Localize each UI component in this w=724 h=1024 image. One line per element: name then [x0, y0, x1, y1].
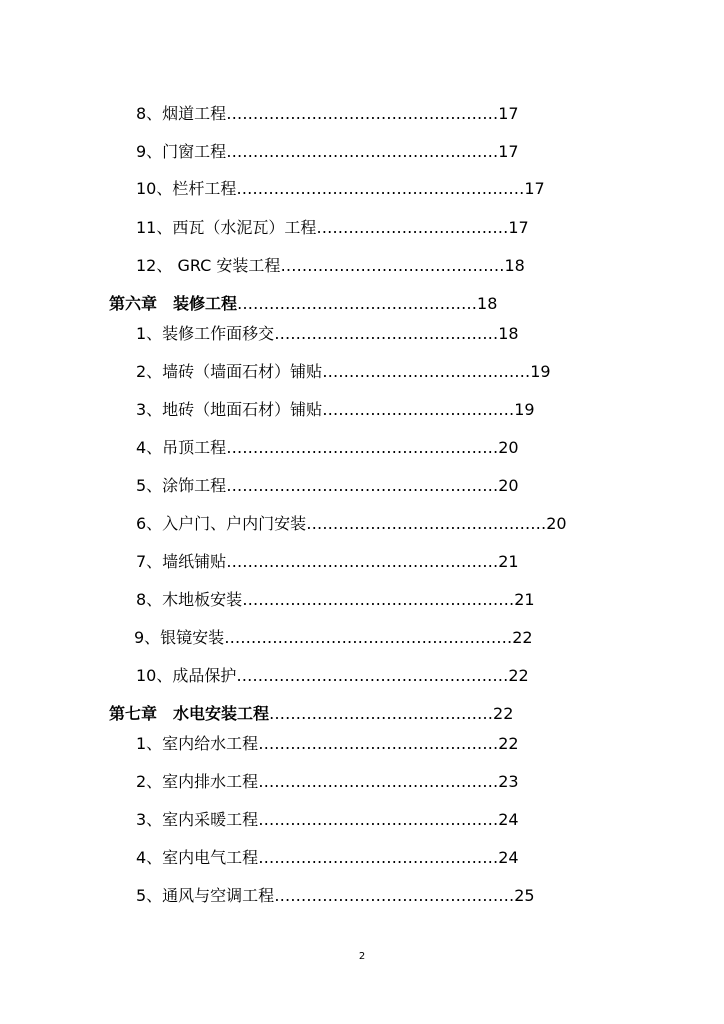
toc-page-number: 21: [498, 552, 519, 571]
toc-entry[interactable]: [136, 140, 519, 164]
toc-entry[interactable]: [136, 732, 519, 756]
toc-entry[interactable]: [136, 770, 519, 794]
toc-leader-dots: ……………………………………………: [242, 590, 515, 609]
toc-leader-dots: ………………………………………: [274, 886, 515, 905]
page-number: 2: [358, 951, 366, 962]
toc-leader-dots: ………………………………: [316, 218, 509, 237]
toc-entry[interactable]: [136, 664, 529, 688]
toc-leader-dots: …………………………………: [322, 362, 531, 381]
toc-leader-dots: ……………………………………………: [236, 666, 509, 685]
toc-entry-title: 4、吊顶工程: [136, 438, 227, 457]
toc-entry[interactable]: [136, 550, 519, 574]
toc-entry[interactable]: [136, 398, 535, 422]
toc-leader-dots: ………………………………: [322, 400, 515, 419]
toc-entry-title: 8、烟道工程: [136, 104, 227, 123]
toc-leader-dots: ………………………………………: [258, 734, 499, 753]
toc-leader-dots: ………………………………………: [258, 810, 499, 829]
toc-leader-dots: ………………………………………………: [224, 628, 513, 647]
toc-entry-title: 第七章 水电安装工程: [109, 704, 270, 723]
toc-entry-title: 1、室内给水工程: [136, 734, 259, 753]
toc-entry[interactable]: [136, 254, 525, 278]
toc-page-number: 24: [498, 848, 519, 867]
toc-leader-dots: ……………………………………………: [226, 142, 499, 161]
toc-entry[interactable]: [136, 216, 529, 240]
toc-page-number: 18: [504, 256, 525, 275]
toc-leader-dots: ……………………………………………: [226, 438, 499, 457]
toc-entry[interactable]: [136, 102, 519, 126]
toc-entry-title: 11、西瓦（水泥瓦）工程: [136, 218, 317, 237]
toc-leader-dots: ……………………………………: [269, 704, 494, 723]
toc-page-number: 20: [498, 476, 519, 495]
toc-entry-title: 5、通风与空调工程: [136, 886, 275, 905]
toc-entry-title: 5、涂饰工程: [136, 476, 227, 495]
toc-chapter-heading[interactable]: [109, 292, 497, 316]
toc-chapter-heading[interactable]: [109, 702, 513, 726]
toc-page-number: 17: [498, 104, 519, 123]
toc-entry[interactable]: [136, 474, 519, 498]
toc-leader-dots: ……………………………………………: [226, 104, 499, 123]
toc-page-number: 22: [512, 628, 533, 647]
toc-leader-dots: ……………………………………: [280, 256, 505, 275]
toc-leader-dots: ………………………………………: [258, 848, 499, 867]
toc-entry-title: 3、室内采暖工程: [136, 810, 259, 829]
toc-entry-title: 2、室内排水工程: [136, 772, 259, 791]
toc-entry-title: 2、墙砖（墙面石材）铺贴: [136, 362, 323, 381]
toc-page-number: 17: [508, 218, 529, 237]
toc-entry[interactable]: [136, 512, 567, 536]
toc-page-number: 23: [498, 772, 519, 791]
toc-entry-title: 1、装修工作面移交: [136, 324, 275, 343]
toc-page-number: 20: [498, 438, 519, 457]
toc-page-number: 17: [524, 179, 545, 198]
toc-page-number: 18: [477, 294, 498, 313]
toc-leader-dots: ………………………………………: [258, 772, 499, 791]
toc-entry-title: 第六章 装修工程: [109, 294, 238, 313]
toc-leader-dots: ……………………………………………: [226, 552, 499, 571]
toc-entry-title: 4、室内电气工程: [136, 848, 259, 867]
toc-entry[interactable]: [134, 626, 533, 650]
toc-entry[interactable]: [136, 360, 551, 384]
toc-page-number: 22: [493, 704, 514, 723]
toc-page-number: 22: [508, 666, 529, 685]
toc-entry[interactable]: [136, 808, 519, 832]
toc-entry-title: 8、木地板安装: [136, 590, 243, 609]
toc-page-number: 17: [498, 142, 519, 161]
toc-entry-title: 3、地砖（地面石材）铺贴: [136, 400, 323, 419]
toc-entry-title: 10、成品保护: [136, 666, 237, 685]
toc-entry[interactable]: [136, 884, 535, 908]
toc-page-number: 22: [498, 734, 519, 753]
toc-entry-title: 7、墙纸铺贴: [136, 552, 227, 571]
toc-page-number: 18: [498, 324, 519, 343]
toc-entry-title: 9、银镜安装: [134, 628, 225, 647]
toc-leader-dots: ………………………………………: [306, 514, 547, 533]
toc-entry-title: 6、入户门、户内门安装: [136, 514, 307, 533]
toc-entry[interactable]: [136, 588, 535, 612]
toc-page-number: 19: [530, 362, 551, 381]
toc-page-number: 21: [514, 590, 535, 609]
toc-page-number: 24: [498, 810, 519, 829]
toc-entry[interactable]: [136, 177, 545, 201]
toc-entry-title: 12、 GRC 安装工程: [136, 256, 281, 275]
toc-page-number: 19: [514, 400, 535, 419]
toc-leader-dots: ………………………………………: [237, 294, 478, 313]
toc-entry[interactable]: [136, 436, 519, 460]
toc-page-number: 20: [546, 514, 567, 533]
toc-entry[interactable]: [136, 322, 519, 346]
toc-leader-dots: ………………………………………………: [236, 179, 525, 198]
toc-entry[interactable]: [136, 846, 519, 870]
toc-entry-title: 9、门窗工程: [136, 142, 227, 161]
toc-entry-title: 10、栏杆工程: [136, 179, 237, 198]
toc-page-number: 25: [514, 886, 535, 905]
toc-leader-dots: ……………………………………………: [226, 476, 499, 495]
toc-leader-dots: ……………………………………: [274, 324, 499, 343]
